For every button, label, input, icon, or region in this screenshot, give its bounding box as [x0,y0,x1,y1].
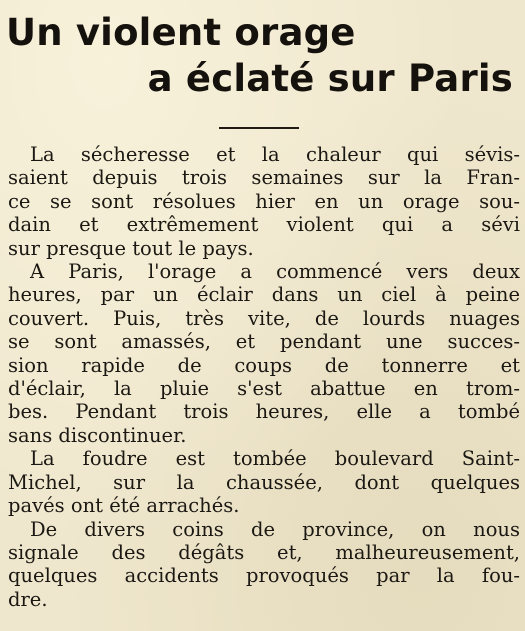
article-line: La sécheresse et la chaleur qui sévis- [30,143,520,166]
article-paragraph [8,447,520,517]
article-line: De divers coins de province, on nous [30,517,520,541]
article-line: saient depuis trois semaines sur la Fran- [8,166,520,190]
article-line: La foudre est tombée boulevard Saint- [30,447,520,471]
headline-line-2: a éclaté sur Paris [147,57,513,100]
article-paragraph [8,143,520,260]
article-line: se sont amassés, et pendant une succes- [8,330,520,354]
article-line: dain et extrêmement violent qui a sévi [8,213,520,237]
article-line: bes. Pendant trois heures, elle a tombé [8,400,520,424]
article-line: pavés ont été arrachés. [8,494,240,518]
article-line: quelques accidents provoqués par la fou- [8,564,520,588]
article-line: Michel, sur la chaussée, dont quelques [8,470,520,494]
headline-divider [219,127,299,129]
article-line: d'éclair, la pluie s'est abattue en trom- [8,377,520,401]
article-line: sans discontinuer. [8,423,187,447]
article-line: ce se sont résolues hier en un orage sou- [8,189,520,213]
article-body [8,143,520,611]
article-line: heures, par un éclair dans un ciel à peine [8,283,520,307]
article-line: dre. [8,587,48,611]
article-paragraph [8,260,520,447]
article-line: sur presque tout le pays. [8,236,254,260]
article-line: A Paris, l'orage a commencé vers deux [30,260,520,284]
article-paragraph [8,518,520,612]
headline-line-1: Un violent orage [6,11,356,54]
article-line: couvert. Puis, très vite, de lourds nuages [8,306,520,330]
headline [0,10,525,102]
article-line: sion rapide de coups de tonnerre et [8,353,520,377]
article-line: signale des dégâts et, malheureusement, [8,540,520,564]
